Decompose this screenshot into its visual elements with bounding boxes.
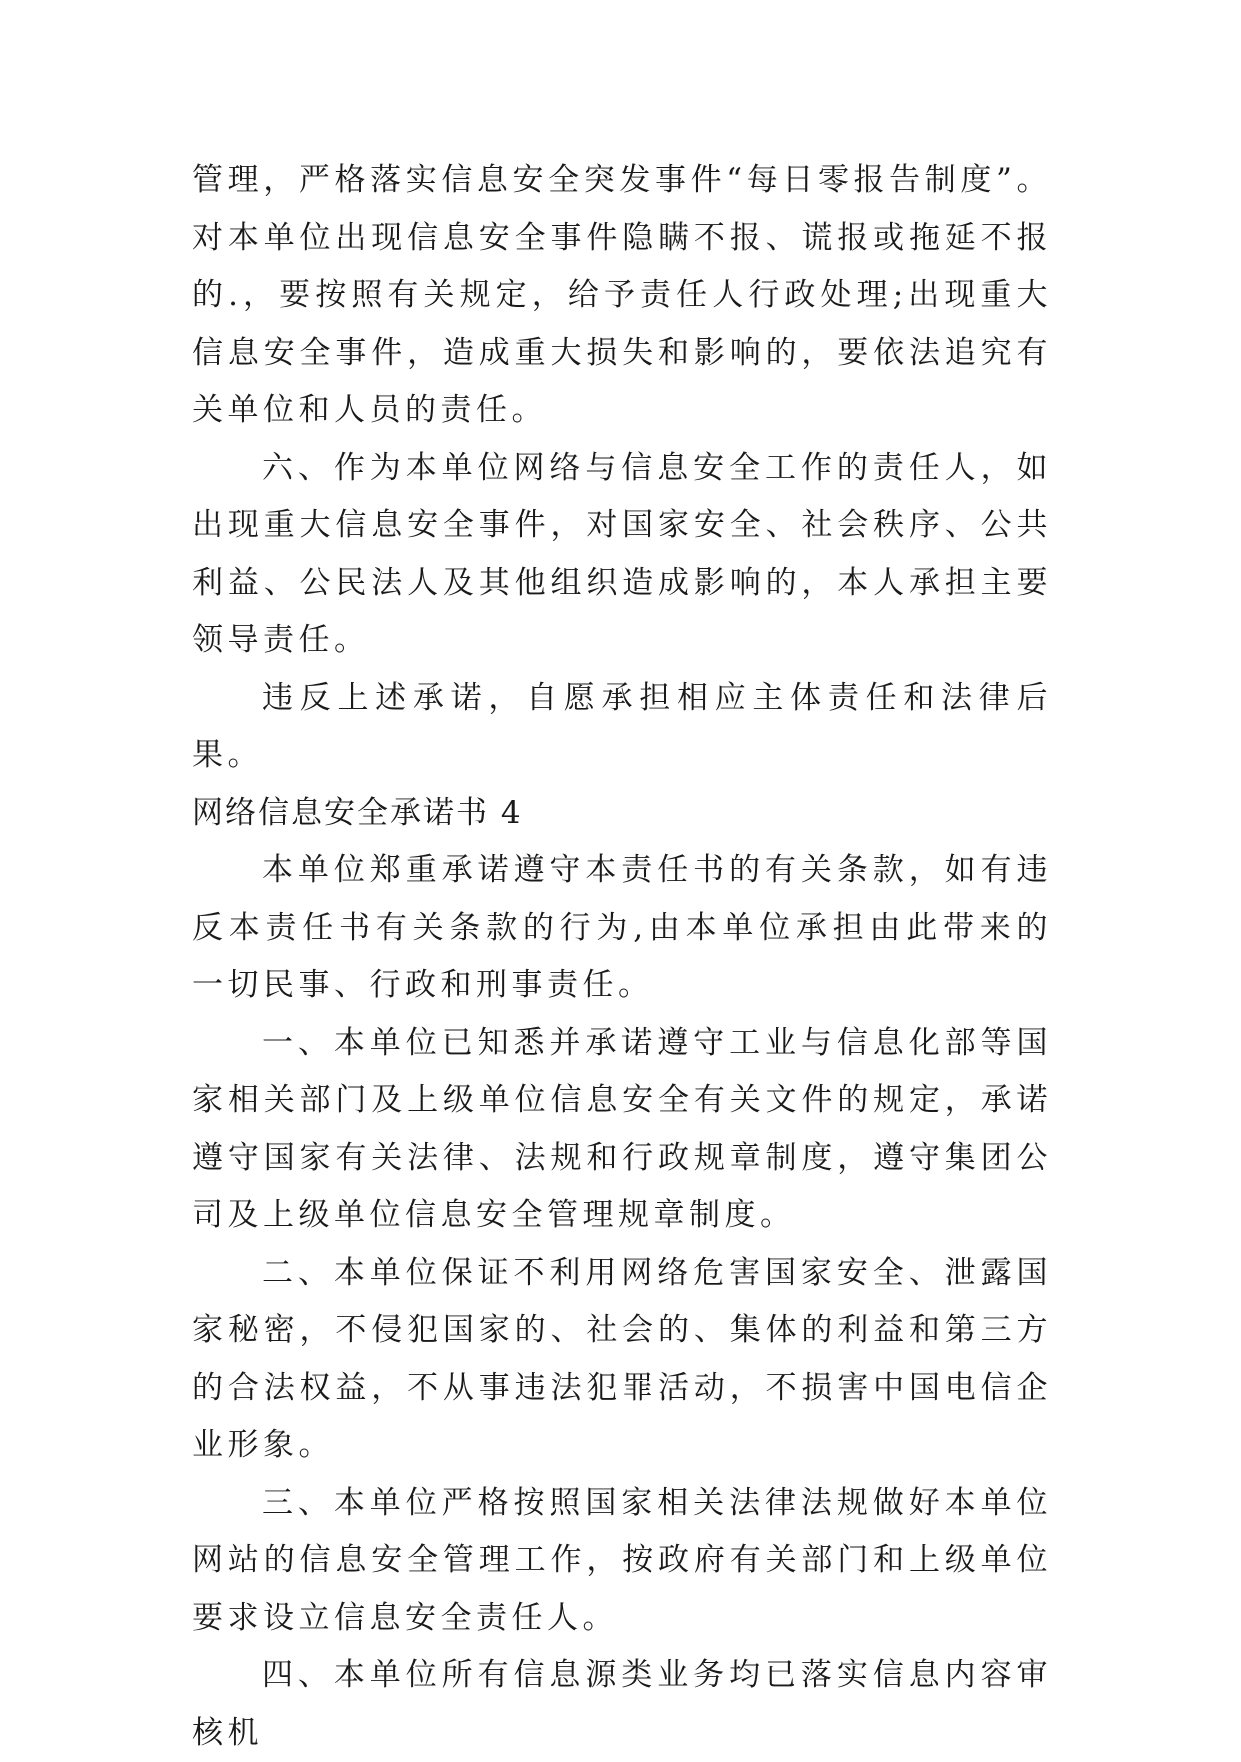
section-heading: 网络信息安全承诺书 4 bbox=[192, 794, 523, 831]
paragraph-continuation-reporting: 管理，严格落实信息安全突发事件“每日零报告制度”。对本单位出现信息安全事件隐瞒不报、谎报或拖延不报的.，要按照有关规定，给予责任人行政处理;出现重大信息安全事件，造成重大损失和影响的，要依法追究有关单位和人员的责任。 bbox=[192, 162, 1052, 428]
paragraph-item-six: 六、作为本单位网络与信息安全工作的责任人，如出现重大信息安全事件，对国家安全、社会秩序、公共利益、公民法人及其他组织造成影响的，本人承担主要领导责任。 bbox=[192, 449, 1052, 658]
paragraph-violation-statement: 违反上述承诺，自愿承担相应主体责任和法律后果。 bbox=[192, 679, 1052, 773]
paragraph-item-one: 一、本单位已知悉并承诺遵守工业与信息化部等国家相关部门及上级单位信息安全有关文件的规定，承诺遵守国家有关法律、法规和行政规章制度，遵守集团公司及上级单位信息安全管理规章制度。 bbox=[192, 1024, 1052, 1233]
document-body bbox=[192, 152, 1052, 1762]
paragraph-item-four: 四、本单位所有信息源类业务均已落实信息内容审核机 bbox=[192, 1657, 1052, 1751]
paragraph-item-three: 三、本单位严格按照国家相关法律法规做好本单位网站的信息安全管理工作，按政府有关部门和上级单位要求设立信息安全责任人。 bbox=[192, 1484, 1052, 1636]
paragraph-commitment-intro: 本单位郑重承诺遵守本责任书的有关条款，如有违反本责任书有关条款的行为,由本单位承担由此带来的一切民事、行政和刑事责任。 bbox=[192, 852, 1052, 1003]
paragraph-item-two: 二、本单位保证不利用网络危害国家安全、泄露国家秘密，不侵犯国家的、社会的、集体的利益和第三方的合法权益，不从事违法犯罪活动，不损害中国电信企业形象。 bbox=[192, 1254, 1052, 1463]
